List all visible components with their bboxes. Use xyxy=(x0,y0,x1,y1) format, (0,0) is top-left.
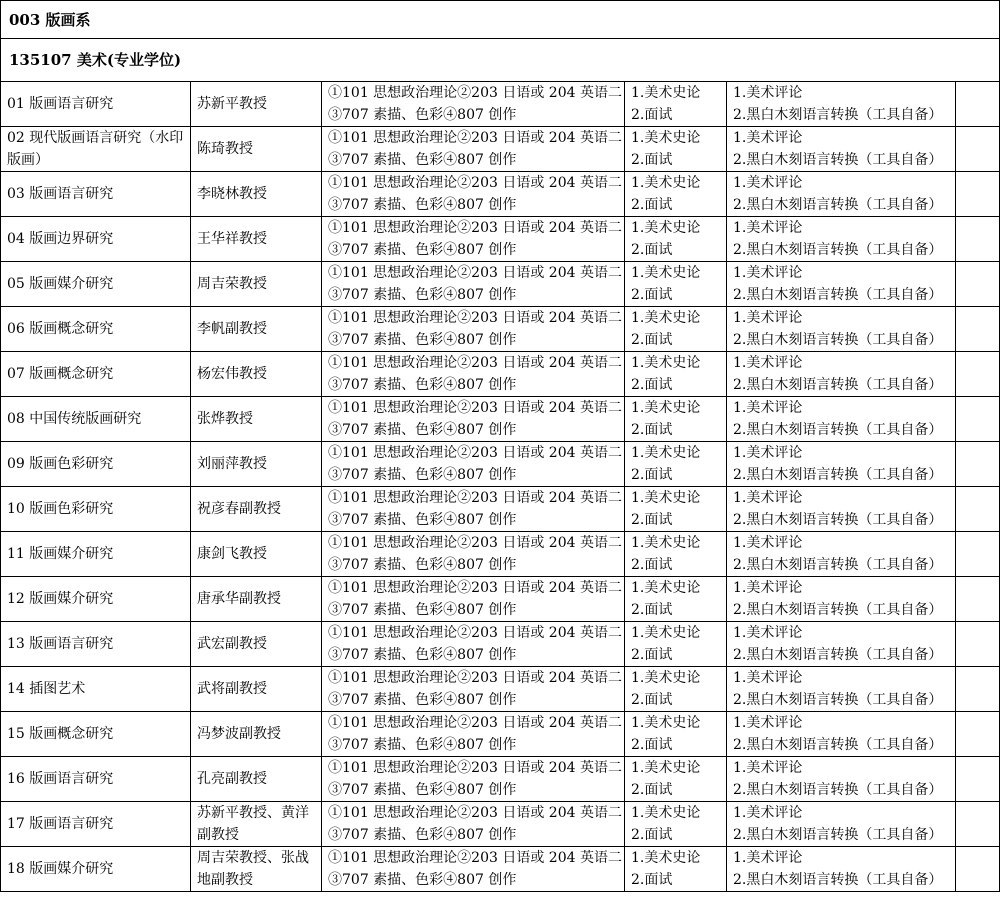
addexam-line: 1.美术评论 xyxy=(733,850,803,866)
table-row xyxy=(1,442,1000,487)
retest-line: 1.美术史论 xyxy=(631,805,701,821)
exam-line: ③707 素描、色彩④807 创作 xyxy=(328,287,517,303)
additional-exam xyxy=(727,217,956,262)
retest-line: 2.面试 xyxy=(631,512,673,528)
retest-subjects xyxy=(625,622,727,667)
research-direction: 16 版画语言研究 xyxy=(1,757,191,802)
additional-exam xyxy=(727,847,956,892)
addexam-line: 1.美术评论 xyxy=(733,175,803,191)
tutor: 武将副教授 xyxy=(191,667,322,712)
retest-line: 1.美术史论 xyxy=(631,625,701,641)
research-direction: 07 版画概念研究 xyxy=(1,352,191,397)
addexam-line: 2.黑白木刻语言转换（工具自备） xyxy=(733,692,943,708)
retest-line: 2.面试 xyxy=(631,827,673,843)
addexam-line: 2.黑白木刻语言转换（工具自备） xyxy=(733,647,943,663)
addexam-line: 1.美术评论 xyxy=(733,355,803,371)
retest-line: 2.面试 xyxy=(631,152,673,168)
exam-subjects xyxy=(322,802,625,847)
additional-exam xyxy=(727,172,956,217)
retest-subjects xyxy=(625,172,727,217)
tutor: 张烨教授 xyxy=(191,397,322,442)
retest-line: 2.面试 xyxy=(631,737,673,753)
addexam-line: 1.美术评论 xyxy=(733,130,803,146)
exam-subjects xyxy=(322,667,625,712)
retest-subjects xyxy=(625,352,727,397)
retest-line: 2.面试 xyxy=(631,242,673,258)
exam-line: ①101 思想政治理论②203 日语或 204 英语二 xyxy=(328,535,622,551)
retest-line: 1.美术史论 xyxy=(631,265,701,281)
remarks-cell xyxy=(956,442,1000,487)
exam-line: ③707 素描、色彩④807 创作 xyxy=(328,152,517,168)
exam-subjects xyxy=(322,172,625,217)
additional-exam xyxy=(727,397,956,442)
exam-line: ①101 思想政治理论②203 日语或 204 英语二 xyxy=(328,490,622,506)
exam-line: ①101 思想政治理论②203 日语或 204 英语二 xyxy=(328,715,622,731)
department-title: 003 版画系 xyxy=(1,1,1000,39)
tutor: 武宏副教授 xyxy=(191,622,322,667)
remarks-cell xyxy=(956,217,1000,262)
addexam-line: 2.黑白木刻语言转换（工具自备） xyxy=(733,197,943,213)
addexam-line: 2.黑白木刻语言转换（工具自备） xyxy=(733,467,943,483)
retest-line: 2.面试 xyxy=(631,647,673,663)
table-row xyxy=(1,307,1000,352)
retest-line: 1.美术史论 xyxy=(631,445,701,461)
exam-line: ①101 思想政治理论②203 日语或 204 英语二 xyxy=(328,175,622,191)
exam-subjects xyxy=(322,262,625,307)
retest-line: 2.面试 xyxy=(631,377,673,393)
retest-line: 1.美术史论 xyxy=(631,580,701,596)
research-direction: 17 版画语言研究 xyxy=(1,802,191,847)
retest-subjects xyxy=(625,397,727,442)
exam-line: ③707 素描、色彩④807 创作 xyxy=(328,692,517,708)
research-direction: 03 版画语言研究 xyxy=(1,172,191,217)
exam-line: ①101 思想政治理论②203 日语或 204 英语二 xyxy=(328,85,622,101)
additional-exam xyxy=(727,352,956,397)
additional-exam xyxy=(727,262,956,307)
addexam-line: 1.美术评论 xyxy=(733,220,803,236)
research-direction: 14 插图艺术 xyxy=(1,667,191,712)
retest-subjects xyxy=(625,802,727,847)
exam-subjects xyxy=(322,217,625,262)
table-row xyxy=(1,127,1000,172)
addexam-line: 2.黑白木刻语言转换（工具自备） xyxy=(733,557,943,573)
remarks-cell xyxy=(956,172,1000,217)
addexam-line: 1.美术评论 xyxy=(733,580,803,596)
retest-line: 2.面试 xyxy=(631,467,673,483)
research-direction: 10 版画色彩研究 xyxy=(1,487,191,532)
exam-line: ③707 素描、色彩④807 创作 xyxy=(328,197,517,213)
remarks-cell xyxy=(956,667,1000,712)
department-row xyxy=(1,1,1000,39)
tutor: 康剑飞教授 xyxy=(191,532,322,577)
retest-subjects xyxy=(625,712,727,757)
tutor: 杨宏伟教授 xyxy=(191,352,322,397)
addexam-line: 2.黑白木刻语言转换（工具自备） xyxy=(733,512,943,528)
table-row xyxy=(1,532,1000,577)
exam-subjects xyxy=(322,847,625,892)
addexam-line: 1.美术评论 xyxy=(733,805,803,821)
additional-exam xyxy=(727,667,956,712)
exam-subjects xyxy=(322,622,625,667)
addexam-line: 1.美术评论 xyxy=(733,670,803,686)
addexam-line: 2.黑白木刻语言转换（工具自备） xyxy=(733,107,943,123)
addexam-line: 1.美术评论 xyxy=(733,85,803,101)
additional-exam xyxy=(727,757,956,802)
additional-exam xyxy=(727,442,956,487)
tutor: 祝彦春副教授 xyxy=(191,487,322,532)
table-row xyxy=(1,622,1000,667)
exam-line: ①101 思想政治理论②203 日语或 204 英语二 xyxy=(328,850,622,866)
addexam-line: 2.黑白木刻语言转换（工具自备） xyxy=(733,827,943,843)
retest-subjects xyxy=(625,217,727,262)
exam-line: ③707 素描、色彩④807 创作 xyxy=(328,647,517,663)
addexam-line: 2.黑白木刻语言转换（工具自备） xyxy=(733,152,943,168)
addexam-line: 1.美术评论 xyxy=(733,310,803,326)
retest-subjects xyxy=(625,82,727,127)
exam-line: ③707 素描、色彩④807 创作 xyxy=(328,242,517,258)
remarks-cell xyxy=(956,307,1000,352)
tutor: 孔亮副教授 xyxy=(191,757,322,802)
tutor: 苏新平教授、黄洋副教授 xyxy=(191,802,322,847)
additional-exam xyxy=(727,802,956,847)
exam-line: ③707 素描、色彩④807 创作 xyxy=(328,782,517,798)
research-direction: 09 版画色彩研究 xyxy=(1,442,191,487)
exam-subjects xyxy=(322,487,625,532)
table-row xyxy=(1,397,1000,442)
tutor: 李晓林教授 xyxy=(191,172,322,217)
research-direction: 11 版画媒介研究 xyxy=(1,532,191,577)
retest-subjects xyxy=(625,127,727,172)
retest-line: 1.美术史论 xyxy=(631,85,701,101)
exam-line: ③707 素描、色彩④807 创作 xyxy=(328,377,517,393)
retest-subjects xyxy=(625,307,727,352)
major-title: 135107 美术(专业学位) xyxy=(1,39,1000,82)
research-direction: 08 中国传统版画研究 xyxy=(1,397,191,442)
retest-line: 1.美术史论 xyxy=(631,175,701,191)
retest-subjects xyxy=(625,757,727,802)
exam-subjects xyxy=(322,757,625,802)
research-direction: 01 版画语言研究 xyxy=(1,82,191,127)
addexam-line: 1.美术评论 xyxy=(733,400,803,416)
remarks-cell xyxy=(956,757,1000,802)
retest-line: 2.面试 xyxy=(631,107,673,123)
additional-exam xyxy=(727,82,956,127)
addexam-line: 1.美术评论 xyxy=(733,265,803,281)
additional-exam xyxy=(727,487,956,532)
retest-line: 2.面试 xyxy=(631,557,673,573)
tutor: 周吉荣教授 xyxy=(191,262,322,307)
retest-subjects xyxy=(625,847,727,892)
addexam-line: 2.黑白木刻语言转换（工具自备） xyxy=(733,377,943,393)
research-direction: 02 现代版画语言研究（水印版画） xyxy=(1,127,191,172)
exam-line: ①101 思想政治理论②203 日语或 204 英语二 xyxy=(328,625,622,641)
research-direction: 18 版画媒介研究 xyxy=(1,847,191,892)
retest-line: 1.美术史论 xyxy=(631,760,701,776)
table-row xyxy=(1,352,1000,397)
retest-line: 1.美术史论 xyxy=(631,535,701,551)
retest-subjects xyxy=(625,667,727,712)
retest-line: 1.美术史论 xyxy=(631,355,701,371)
remarks-cell xyxy=(956,397,1000,442)
table-row xyxy=(1,757,1000,802)
remarks-cell xyxy=(956,82,1000,127)
exam-subjects xyxy=(322,532,625,577)
addexam-line: 2.黑白木刻语言转换（工具自备） xyxy=(733,602,943,618)
retest-subjects xyxy=(625,577,727,622)
remarks-cell xyxy=(956,127,1000,172)
research-direction: 15 版画概念研究 xyxy=(1,712,191,757)
tutor: 陈琦教授 xyxy=(191,127,322,172)
retest-line: 1.美术史论 xyxy=(631,715,701,731)
exam-subjects xyxy=(322,577,625,622)
exam-line: ①101 思想政治理论②203 日语或 204 英语二 xyxy=(328,310,622,326)
retest-line: 1.美术史论 xyxy=(631,490,701,506)
table-row xyxy=(1,82,1000,127)
addexam-line: 2.黑白木刻语言转换（工具自备） xyxy=(733,737,943,753)
additional-exam xyxy=(727,307,956,352)
retest-line: 2.面试 xyxy=(631,422,673,438)
exam-subjects xyxy=(322,712,625,757)
retest-line: 1.美术史论 xyxy=(631,850,701,866)
addexam-line: 1.美术评论 xyxy=(733,625,803,641)
remarks-cell xyxy=(956,622,1000,667)
exam-line: ③707 素描、色彩④807 创作 xyxy=(328,512,517,528)
exam-line: ③707 素描、色彩④807 创作 xyxy=(328,467,517,483)
exam-line: ①101 思想政治理论②203 日语或 204 英语二 xyxy=(328,760,622,776)
exam-line: ③707 素描、色彩④807 创作 xyxy=(328,602,517,618)
exam-line: ③707 素描、色彩④807 创作 xyxy=(328,557,517,573)
retest-subjects xyxy=(625,532,727,577)
retest-line: 2.面试 xyxy=(631,197,673,213)
additional-exam xyxy=(727,532,956,577)
additional-exam xyxy=(727,712,956,757)
retest-line: 1.美术史论 xyxy=(631,400,701,416)
remarks-cell xyxy=(956,577,1000,622)
research-direction: 06 版画概念研究 xyxy=(1,307,191,352)
addexam-line: 2.黑白木刻语言转换（工具自备） xyxy=(733,872,943,888)
exam-line: ③707 素描、色彩④807 创作 xyxy=(328,737,517,753)
exam-line: ①101 思想政治理论②203 日语或 204 英语二 xyxy=(328,580,622,596)
tutor: 唐承华副教授 xyxy=(191,577,322,622)
additional-exam xyxy=(727,622,956,667)
remarks-cell xyxy=(956,487,1000,532)
tutor: 李帆副教授 xyxy=(191,307,322,352)
tutor: 刘丽萍教授 xyxy=(191,442,322,487)
exam-subjects xyxy=(322,307,625,352)
exam-line: ①101 思想政治理论②203 日语或 204 英语二 xyxy=(328,445,622,461)
tutor: 冯梦波副教授 xyxy=(191,712,322,757)
exam-line: ①101 思想政治理论②203 日语或 204 英语二 xyxy=(328,130,622,146)
remarks-cell xyxy=(956,712,1000,757)
major-row xyxy=(1,39,1000,82)
tutor: 苏新平教授 xyxy=(191,82,322,127)
table-row xyxy=(1,712,1000,757)
retest-line: 2.面试 xyxy=(631,602,673,618)
retest-line: 1.美术史论 xyxy=(631,220,701,236)
table-row xyxy=(1,217,1000,262)
table-row xyxy=(1,667,1000,712)
exam-subjects xyxy=(322,397,625,442)
exam-subjects xyxy=(322,127,625,172)
exam-line: ①101 思想政治理论②203 日语或 204 英语二 xyxy=(328,265,622,281)
exam-line: ③707 素描、色彩④807 创作 xyxy=(328,332,517,348)
exam-line: ③707 素描、色彩④807 创作 xyxy=(328,107,517,123)
addexam-line: 2.黑白木刻语言转换（工具自备） xyxy=(733,242,943,258)
table-row xyxy=(1,577,1000,622)
retest-line: 2.面试 xyxy=(631,692,673,708)
remarks-cell xyxy=(956,847,1000,892)
table-row xyxy=(1,487,1000,532)
addexam-line: 2.黑白木刻语言转换（工具自备） xyxy=(733,287,943,303)
table-row xyxy=(1,802,1000,847)
tutor: 周吉荣教授、张战地副教授 xyxy=(191,847,322,892)
remarks-cell xyxy=(956,352,1000,397)
additional-exam xyxy=(727,127,956,172)
retest-line: 2.面试 xyxy=(631,872,673,888)
exam-line: ①101 思想政治理论②203 日语或 204 英语二 xyxy=(328,355,622,371)
retest-subjects xyxy=(625,442,727,487)
addexam-line: 2.黑白木刻语言转换（工具自备） xyxy=(733,422,943,438)
exam-line: ③707 素描、色彩④807 创作 xyxy=(328,422,517,438)
exam-line: ①101 思想政治理论②203 日语或 204 英语二 xyxy=(328,220,622,236)
exam-subjects xyxy=(322,442,625,487)
addexam-line: 1.美术评论 xyxy=(733,490,803,506)
table-row xyxy=(1,262,1000,307)
research-direction: 05 版画媒介研究 xyxy=(1,262,191,307)
exam-subjects xyxy=(322,82,625,127)
retest-line: 2.面试 xyxy=(631,332,673,348)
additional-exam xyxy=(727,577,956,622)
remarks-cell xyxy=(956,532,1000,577)
retest-line: 1.美术史论 xyxy=(631,670,701,686)
retest-subjects xyxy=(625,487,727,532)
retest-line: 1.美术史论 xyxy=(631,130,701,146)
research-direction: 12 版画媒介研究 xyxy=(1,577,191,622)
research-direction: 13 版画语言研究 xyxy=(1,622,191,667)
addexam-line: 1.美术评论 xyxy=(733,760,803,776)
retest-line: 2.面试 xyxy=(631,782,673,798)
exam-line: ①101 思想政治理论②203 日语或 204 英语二 xyxy=(328,670,622,686)
exam-line: ③707 素描、色彩④807 创作 xyxy=(328,872,517,888)
addexam-line: 1.美术评论 xyxy=(733,715,803,731)
retest-subjects xyxy=(625,262,727,307)
tutor: 王华祥教授 xyxy=(191,217,322,262)
remarks-cell xyxy=(956,802,1000,847)
research-direction: 04 版画边界研究 xyxy=(1,217,191,262)
retest-line: 2.面试 xyxy=(631,287,673,303)
exam-line: ①101 思想政治理论②203 日语或 204 英语二 xyxy=(328,400,622,416)
remarks-cell xyxy=(956,262,1000,307)
exam-line: ③707 素描、色彩④807 创作 xyxy=(328,827,517,843)
addexam-line: 1.美术评论 xyxy=(733,535,803,551)
table-row xyxy=(1,847,1000,892)
exam-line: ①101 思想政治理论②203 日语或 204 英语二 xyxy=(328,805,622,821)
addexam-line: 2.黑白木刻语言转换（工具自备） xyxy=(733,332,943,348)
retest-line: 1.美术史论 xyxy=(631,310,701,326)
exam-subjects xyxy=(322,352,625,397)
addexam-line: 1.美术评论 xyxy=(733,445,803,461)
addexam-line: 2.黑白木刻语言转换（工具自备） xyxy=(733,782,943,798)
table-row xyxy=(1,172,1000,217)
